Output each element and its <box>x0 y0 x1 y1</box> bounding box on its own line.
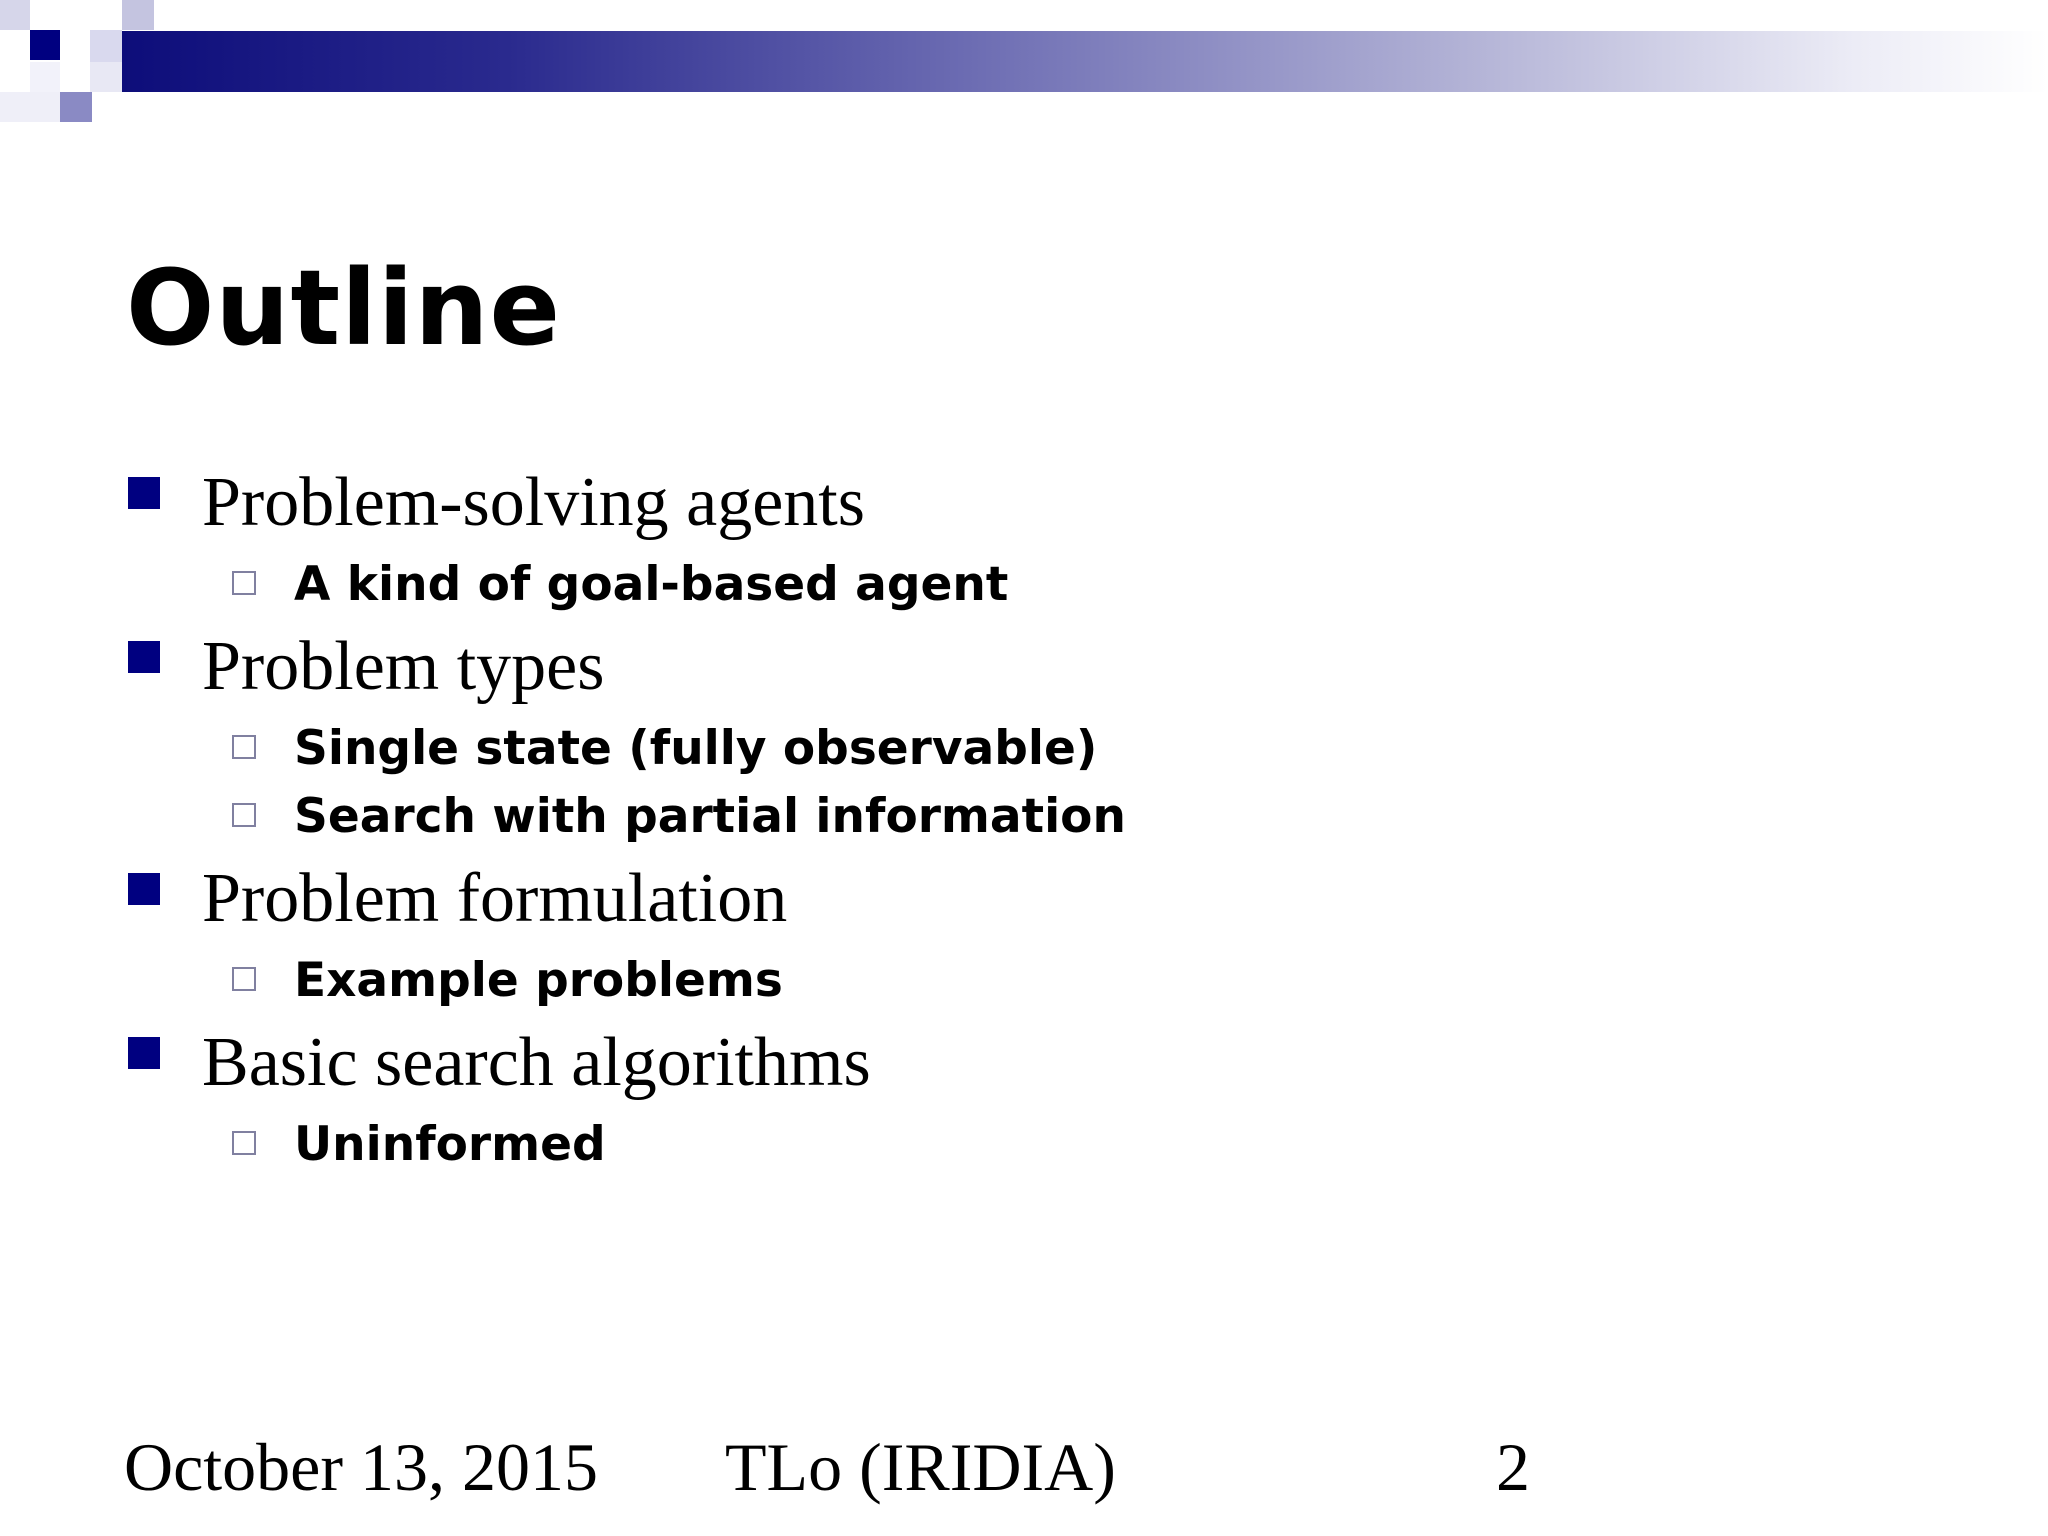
bullet-text: Problem formulation <box>202 860 788 937</box>
hollow-square-bullet-icon <box>232 571 256 595</box>
hollow-square-bullet-icon <box>232 1131 256 1155</box>
sub-bullet-list <box>202 1111 1926 1179</box>
header-square <box>30 30 60 60</box>
sub-bullet-text: Uninformed <box>294 1117 606 1172</box>
header-square <box>0 92 60 122</box>
bullet-item <box>126 1015 1926 1179</box>
sub-bullet-item <box>126 715 1926 783</box>
bullet-text: Problem-solving agents <box>202 464 865 541</box>
sub-bullet-item <box>126 1111 1926 1179</box>
header-square <box>60 92 92 122</box>
sub-bullet-text: A kind of goal-based agent <box>294 557 1009 612</box>
footer-date: October 13, 2015 <box>124 1429 599 1505</box>
bullet-item <box>126 455 1926 619</box>
sub-bullet-text: Search with partial information <box>294 789 1126 844</box>
sub-bullet-text: Example problems <box>294 953 783 1008</box>
header-square <box>30 62 60 92</box>
filled-square-bullet-icon <box>128 873 160 905</box>
header-gradient-bar <box>122 31 2048 92</box>
sub-bullet-item <box>126 783 1926 851</box>
header-square <box>122 0 154 30</box>
slide-title: Outline <box>126 247 562 369</box>
bullet-text: Basic search algorithms <box>202 1024 871 1101</box>
bullet-text: Problem types <box>202 628 605 705</box>
header-square <box>90 62 122 92</box>
page-number: 2 <box>1496 1429 1530 1505</box>
bullet-item <box>126 619 1926 851</box>
bullet-list <box>126 455 1926 1179</box>
sub-bullet-item <box>126 551 1926 619</box>
header-square <box>0 0 30 30</box>
sub-bullet-text: Single state (fully observable) <box>294 721 1098 776</box>
sub-bullet-item <box>126 947 1926 1015</box>
sub-bullet-list <box>202 551 1926 619</box>
hollow-square-bullet-icon <box>232 967 256 991</box>
footer-author: TLo (IRIDIA) <box>725 1429 1116 1505</box>
filled-square-bullet-icon <box>128 641 160 673</box>
filled-square-bullet-icon <box>128 1037 160 1069</box>
header-square <box>90 30 122 62</box>
hollow-square-bullet-icon <box>232 735 256 759</box>
sub-bullet-list <box>202 715 1926 851</box>
filled-square-bullet-icon <box>128 477 160 509</box>
bullet-item <box>126 851 1926 1015</box>
sub-bullet-list <box>202 947 1926 1015</box>
hollow-square-bullet-icon <box>232 803 256 827</box>
